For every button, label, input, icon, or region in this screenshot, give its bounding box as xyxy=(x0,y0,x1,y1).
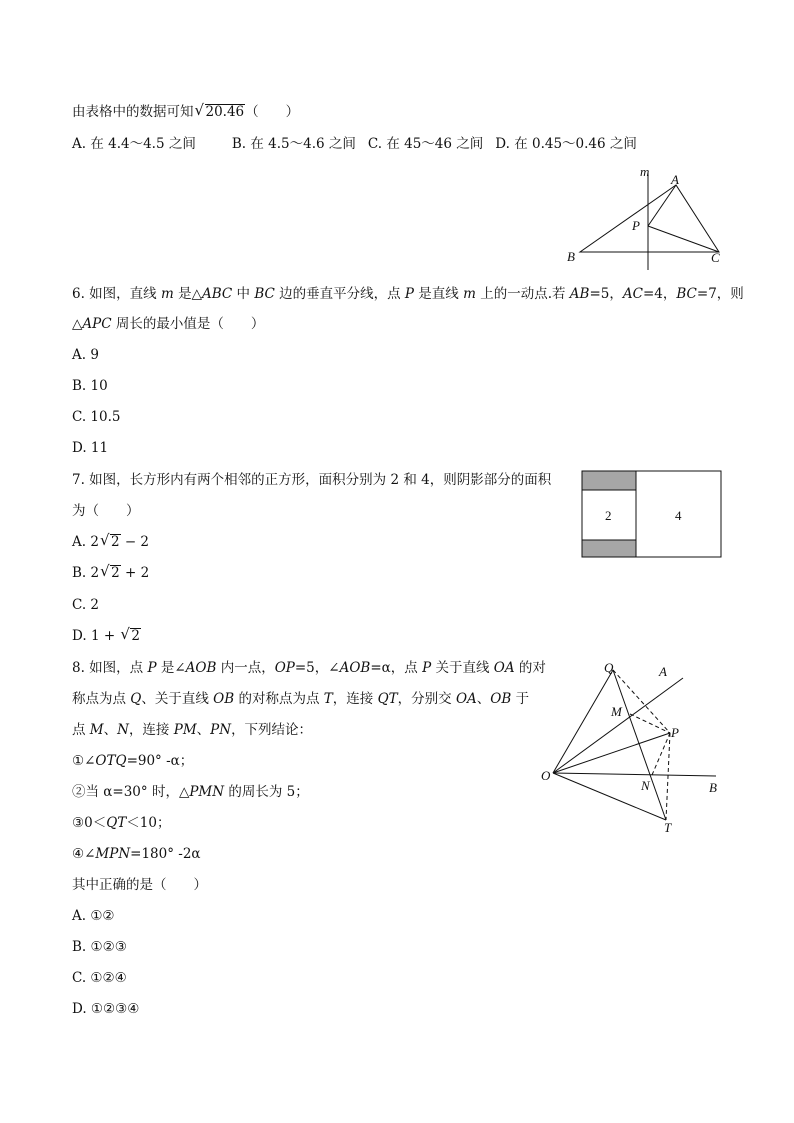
label-a: A xyxy=(671,172,679,187)
shaded-top xyxy=(582,471,636,490)
label-m: M xyxy=(611,704,622,719)
segment-ap xyxy=(648,185,676,226)
q6-option-b[interactable]: B. 10 xyxy=(72,378,108,394)
q8-option-b[interactable]: B. ①②③ xyxy=(72,939,127,955)
q6-stem-line2: △APC 周长的最小值是（ ） xyxy=(72,316,265,332)
label-o: O xyxy=(541,768,551,783)
label-q: Q xyxy=(604,660,614,675)
q6-option-a[interactable]: A. 9 xyxy=(72,347,99,363)
label-p: P xyxy=(671,725,679,740)
shaded-bottom xyxy=(582,540,636,557)
segment-op xyxy=(553,733,670,773)
label-area-4: 4 xyxy=(675,508,682,523)
q8-stem-line2: 称点为点 Q、关于直线 OB 的对称点为点 T，连接 QT，分别交 OA、OB 于 xyxy=(72,691,530,707)
dashed-qp xyxy=(613,670,670,733)
ray-ob xyxy=(553,773,716,776)
dashed-mp xyxy=(630,714,670,733)
q7-rectangle-figure xyxy=(581,470,723,560)
q7-option-d[interactable]: D. 1 + √ 2 xyxy=(72,627,141,645)
triangle-abc xyxy=(580,185,719,252)
q5-option-a[interactable]: A. 在 4.4～4.5 之间 xyxy=(72,136,196,152)
q8-option-c[interactable]: C. ①②④ xyxy=(72,970,127,986)
sqrt-2: √ 2 xyxy=(121,627,141,645)
sqrt-20-46: √ 20.46 xyxy=(196,103,246,121)
q8-stem-line3: 点 M、N，连接 PM、PN，下列结论： xyxy=(72,722,313,738)
sqrt-2: √ 2 xyxy=(101,564,121,582)
label-t: T xyxy=(664,820,672,835)
q6-option-d[interactable]: D. 11 xyxy=(72,440,109,456)
q5-option-d[interactable]: D. 在 0.45～0.46 之间 xyxy=(495,136,637,152)
dashed-np xyxy=(652,733,670,775)
q5-stem: 由表格中的数据可知√ 20.46（ ） xyxy=(72,103,299,121)
q8-option-d[interactable]: D. ①②③④ xyxy=(72,1001,140,1017)
q6-stem-line1: 6. 如图，直线 m 是△ABC 中 BC 边的垂直平分线，点 P 是直线 m 上的一动点.若 AB=5，AC=4，BC=7，则 xyxy=(72,286,744,302)
segment-oq xyxy=(553,670,613,773)
q7-option-c[interactable]: C. 2 xyxy=(72,597,100,613)
dashed-pt xyxy=(666,733,670,820)
sqrt-2: √ 2 xyxy=(101,533,121,551)
label-p: P xyxy=(632,218,640,233)
ray-oa xyxy=(553,678,683,773)
label-b: B xyxy=(709,780,717,795)
q7-option-a[interactable]: A. 2√ 2 − 2 xyxy=(72,533,149,551)
q7-option-b[interactable]: B. 2√ 2 + 2 xyxy=(72,564,149,582)
q6-triangle-figure xyxy=(564,163,724,268)
q8-option-a[interactable]: A. ①② xyxy=(72,908,115,924)
q8-stem-line1: 8. 如图，点 P 是∠AOB 内一点，OP=5，∠AOB=α，点 P 关于直线 OA 的对 xyxy=(72,660,546,676)
label-b: B xyxy=(567,249,575,264)
segment-pc xyxy=(648,226,719,252)
q8-conclusion-3: ③0＜QT＜10； xyxy=(72,815,171,831)
label-c: C xyxy=(711,250,720,265)
q8-conclusion-1: ①∠OTQ=90° -α； xyxy=(72,753,194,769)
q8-reflection-figure xyxy=(538,660,728,835)
label-m: m xyxy=(640,164,650,179)
segment-qt xyxy=(613,670,666,820)
q6-option-c[interactable]: C. 10.5 xyxy=(72,409,121,425)
label-n: N xyxy=(641,778,650,793)
q5-option-b[interactable]: B. 在 4.5～4.6 之间 xyxy=(231,136,356,152)
q7-stem-line1: 7. 如图，长方形内有两个相邻的正方形，面积分别为 2 和 4，则阴影部分的面积 xyxy=(72,472,552,488)
q7-stem-line2: 为（ ） xyxy=(72,503,140,519)
q8-conclusion-4: ④∠MPN=180° -2α xyxy=(72,846,201,862)
q8-conclusion-2: ②当 α=30° 时，△PMN 的周长为 5； xyxy=(72,784,309,800)
q5-option-c[interactable]: C. 在 45～46 之间 xyxy=(367,136,484,152)
label-a: A xyxy=(659,664,667,679)
q8-ask: 其中正确的是（ ） xyxy=(72,877,207,893)
q5-options xyxy=(72,135,637,153)
label-area-2: 2 xyxy=(605,508,612,523)
